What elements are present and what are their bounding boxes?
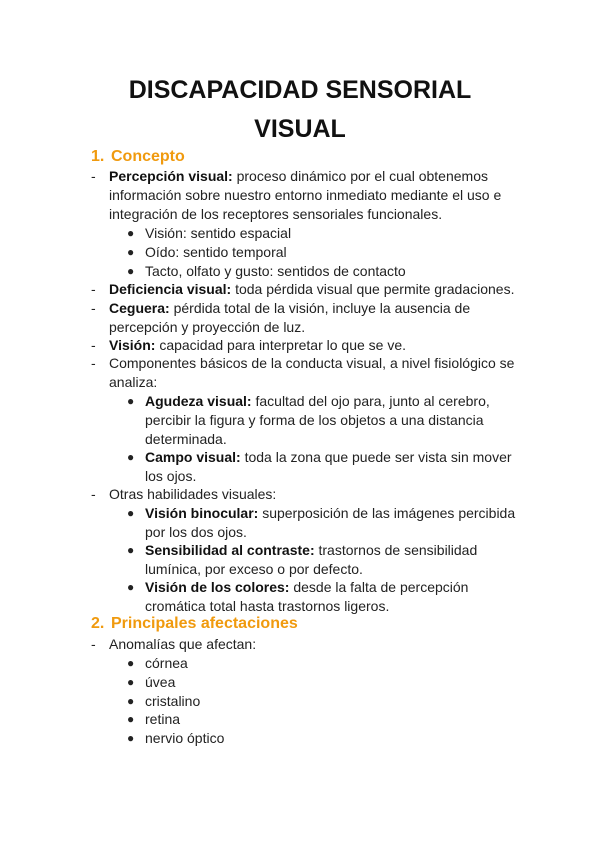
bullet-marker: ●: [127, 450, 135, 464]
anomalias-text: Anomalías que afectan:: [109, 636, 257, 652]
anomaly-text: nervio óptico: [145, 730, 225, 746]
bullet-marker: ●: [127, 580, 135, 594]
definition-contraste-line2: lumínica, por exceso o por defecto.: [145, 561, 363, 577]
definition-ceguera-line2: percepción y proyección de luz.: [109, 319, 306, 335]
section-heading-concepto: [91, 147, 185, 166]
bullet-marker: ●: [127, 656, 135, 670]
definition-agudeza: facultad del ojo para, junto al cerebro,: [255, 393, 490, 409]
bullet-marker: ●: [127, 226, 135, 240]
section-label: Principales afectaciones: [111, 615, 298, 632]
dash-marker: -: [91, 337, 96, 353]
term-vision: Visión:: [109, 337, 156, 353]
section-heading-afectaciones: [91, 614, 298, 633]
term-agudeza: Agudeza visual:: [145, 393, 252, 409]
bullet-marker: ●: [127, 712, 135, 726]
dash-marker: -: [91, 281, 96, 297]
dash-marker: -: [91, 355, 96, 371]
dash-marker: -: [91, 168, 96, 184]
definition-percepcion: proceso dinámico por el cual obtenemos: [236, 168, 488, 184]
term-colores: Visión de los colores:: [145, 579, 290, 595]
term-contraste: Sensibilidad al contraste:: [145, 542, 315, 558]
anomaly-text: úvea: [145, 674, 176, 690]
definition-colores-line2: cromática total hasta trastornos ligeros.: [145, 598, 390, 614]
definition-percepcion-line2: información sobre nuestro entorno inmediato mediante el uso e: [109, 187, 502, 203]
term-deficiencia: Deficiencia visual:: [109, 281, 232, 297]
sub-item-text: Oído: sentido temporal: [145, 244, 287, 260]
dash-marker: -: [91, 636, 96, 652]
dash-marker: -: [91, 486, 96, 502]
dash-marker: -: [91, 300, 96, 316]
page-title: DISCAPACIDAD SENSORIAL: [128, 76, 472, 104]
section-number: 1.: [91, 148, 105, 165]
definition-contraste: trastornos de sensibilidad: [318, 542, 478, 558]
bullet-marker: ●: [127, 394, 135, 408]
bullet-marker: ●: [127, 694, 135, 708]
bullet-marker: ●: [127, 264, 135, 278]
otras-text: Otras habilidades visuales:: [109, 486, 277, 502]
anomaly-text: cristalino: [145, 693, 201, 709]
anomaly-text: córnea: [145, 655, 188, 671]
definition-ceguera: pérdida total de la visión, incluye la ausencia de: [173, 300, 471, 316]
definition-binocular-line2: por los dos ojos.: [145, 524, 247, 540]
term-binocular: Visión binocular:: [145, 505, 259, 521]
section-label: Concepto: [111, 148, 185, 165]
term-campo: Campo visual:: [145, 449, 241, 465]
definition-agudeza-line3: determinada.: [145, 431, 227, 447]
term-ceguera: Ceguera:: [109, 300, 170, 316]
sub-item-text: Visión: sentido espacial: [145, 225, 292, 241]
bullet-marker: ●: [127, 245, 135, 259]
definition-deficiencia: toda pérdida visual que permite gradaciones.: [235, 281, 515, 297]
anomaly-text: retina: [145, 711, 181, 727]
definition-campo: toda la zona que puede ser vista sin mover: [244, 449, 512, 465]
bullet-marker: ●: [127, 675, 135, 689]
bullet-marker: ●: [127, 506, 135, 520]
definition-agudeza-line2: percibir la figura y forma de los objetos a una distancia: [145, 412, 484, 428]
definition-vision: capacidad para interpretar lo que se ve.: [159, 337, 407, 353]
definition-binocular: superposición de las imágenes percibida: [262, 505, 516, 521]
definition-percepcion-line3: integración de los receptores sensoriales funcionales.: [109, 206, 443, 222]
definition-colores: desde la falta de percepción: [293, 579, 469, 595]
componentes-text: Componentes básicos de la conducta visual, a nivel fisiológico se: [109, 355, 515, 371]
definition-campo-line2: los ojos.: [145, 468, 197, 484]
sub-item-text: Tacto, olfato y gusto: sentidos de contacto: [145, 263, 406, 279]
componentes-text-line2: analiza:: [109, 374, 158, 390]
bullet-marker: ●: [127, 543, 135, 557]
page-title-line2: VISUAL: [254, 115, 346, 143]
section-number: 2.: [91, 615, 105, 632]
bullet-marker: ●: [127, 731, 135, 745]
term-percepcion: Percepción visual:: [109, 168, 233, 184]
